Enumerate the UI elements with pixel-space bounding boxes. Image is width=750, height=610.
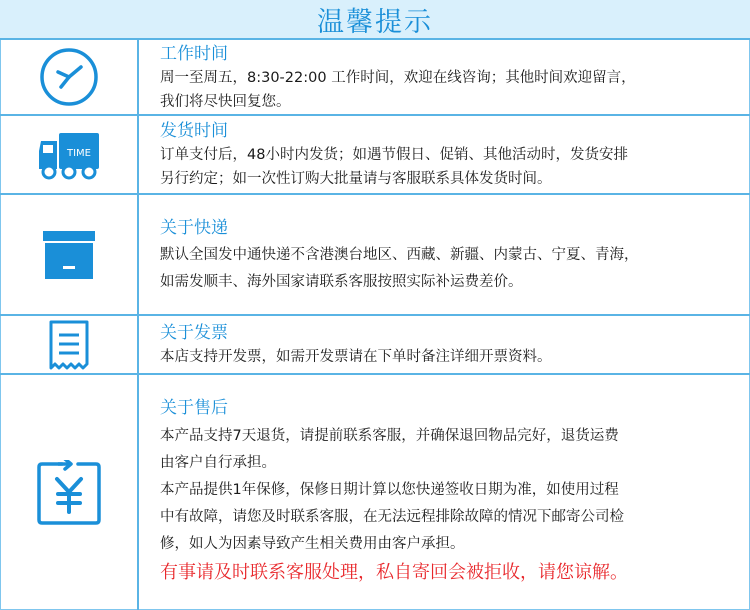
section-title: 关于发票 [160, 323, 228, 343]
section-text: 我们将尽快回复您。 [160, 94, 291, 110]
section-icon-cell [0, 375, 139, 610]
section-icon-cell [0, 316, 139, 373]
section-text: 修，如人为因素导致产生相关费用由客户承担。 [160, 536, 465, 552]
section-text: 本产品支持7天退货，请提前联系客服，并确保退回物品完好，退货运费 [160, 428, 619, 444]
section-text: 默认全国发中通快递不含港澳台地区、西藏、新疆、内蒙古、宁夏、青海， [160, 247, 639, 263]
refund-yen-icon [36, 460, 102, 526]
truck-label: TIME [66, 147, 91, 159]
section-work-hours [0, 40, 750, 116]
delivery-truck-icon [37, 129, 101, 181]
section-title: 关于快递 [160, 218, 228, 238]
section-text: 中有故障，请您及时联系客服，在无法远程排除故障的情况下邮寄公司检 [160, 509, 624, 525]
section-icon-cell [0, 116, 139, 193]
section-title: 工作时间 [160, 44, 228, 64]
section-after-sales [0, 375, 750, 610]
clock-icon [39, 47, 99, 107]
notice-title: 温馨提示 [317, 6, 433, 38]
section-shipping-time [0, 116, 750, 195]
section-icon-cell [0, 40, 139, 114]
section-text: 由客户自行承担。 [160, 455, 276, 471]
receipt-icon [48, 320, 90, 370]
section-text: 本产品提供1年保修，保修日期计算以您快递签收日期为准，如使用过程 [160, 482, 619, 498]
warning-text: 有事请及时联系客服处理，私自寄回会被拒收，请您谅解。 [160, 562, 628, 583]
section-text: 本店支持开发票，如需开发票请在下单时备注详细开票资料。 [160, 349, 552, 365]
notice-header [0, 0, 750, 40]
package-box-icon [41, 229, 97, 281]
section-text: 订单支付后，48小时内发货；如遇节假日、促销、其他活动时，发货安排 [160, 147, 628, 163]
section-invoice [0, 316, 750, 375]
section-text: 另行约定；如一次性订购大批量请与客服联系具体发货时间。 [160, 171, 552, 187]
section-title: 关于售后 [160, 398, 228, 418]
section-title: 发货时间 [160, 121, 228, 141]
section-icon-cell [0, 195, 139, 314]
section-courier [0, 195, 750, 316]
section-text: 如需发顺丰、海外国家请联系客服按照实际补运费差价。 [160, 274, 523, 290]
section-text: 周一至周五，8:30-22:00 工作时间，欢迎在线咨询；其他时间欢迎留言， [160, 70, 636, 86]
